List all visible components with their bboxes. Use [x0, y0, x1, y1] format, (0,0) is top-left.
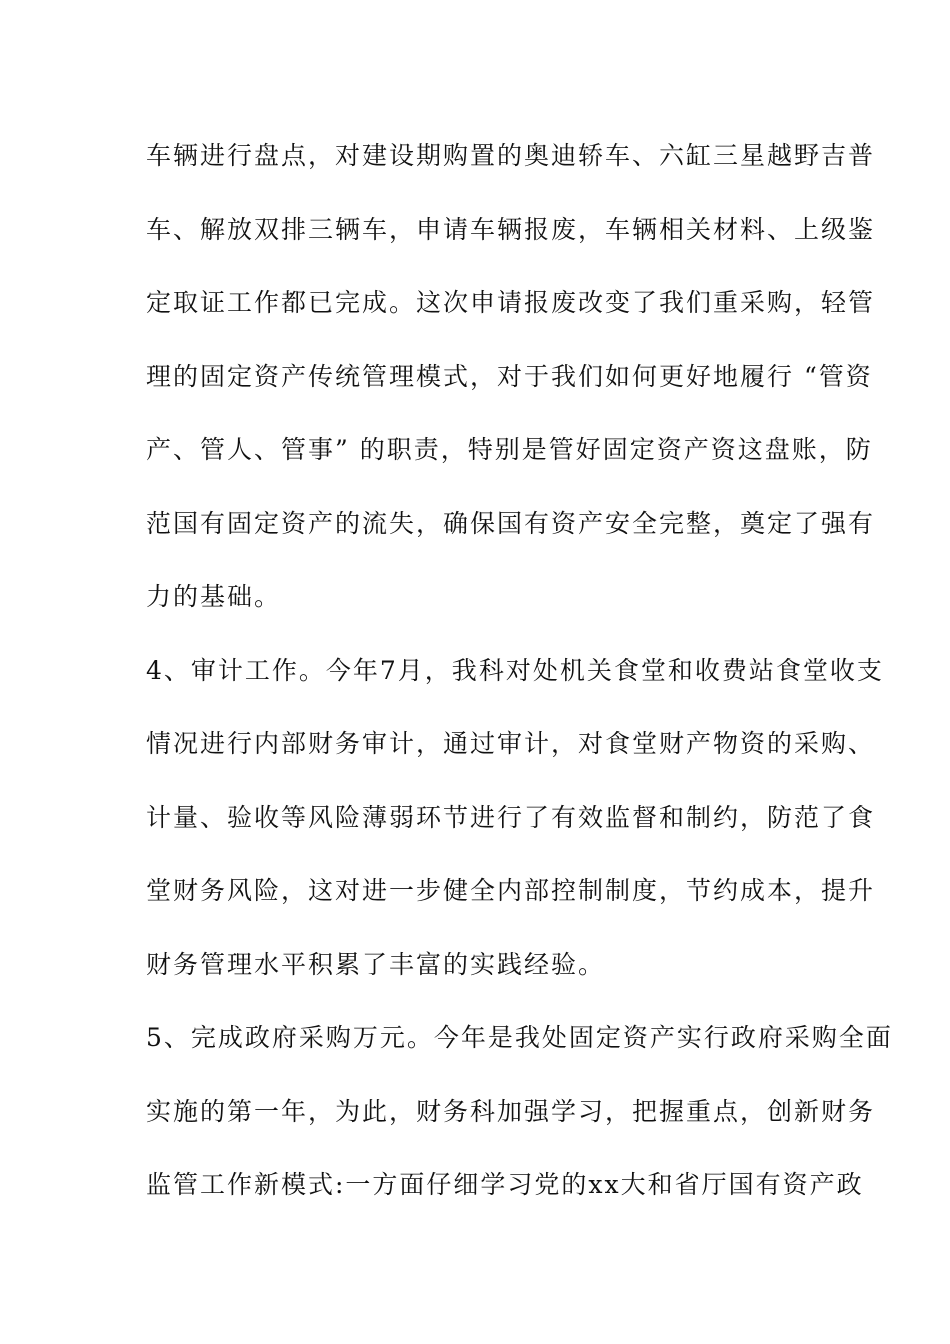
text-line: 力的基础。: [146, 582, 282, 611]
text-line: 堂财务风险，这对进一步健全内部控制制度，节约成本，提升: [146, 876, 876, 905]
text-line: 情况进行内部财务审计，通过审计，对食堂财产物资的采购、: [146, 729, 876, 758]
text-line: 实施的第一年，为此，财务科加强学习，把握重点，创新财务: [146, 1096, 876, 1126]
text-line: 4、审计工作。今年7月，我科对处机关食堂和收费站食堂收支: [146, 655, 884, 685]
text-line: 财务管理水平积累了丰富的实践经验。: [146, 949, 606, 979]
text-line: 产、管人、管事” 的职责，特别是管好固定资产资这盘账，防: [146, 435, 873, 464]
text-line: 车、解放双排三辆车，申请车辆报废，车辆相关材料、上级鉴: [146, 214, 876, 244]
body-text: [146, 129, 893, 1232]
text-line: 范国有固定资产的流失，确保国有资产安全完整，奠定了强有: [146, 508, 876, 538]
text-line: 监管工作新模式:一方面仔细学习党的xx大和省厅国有资产政: [146, 1170, 864, 1199]
text-line: 车辆进行盘点，对建设期购置的奥迪轿车、六缸三星越野吉普: [146, 141, 876, 170]
text-line: 计量、验收等风险薄弱环节进行了有效监督和制约，防范了食: [146, 802, 876, 832]
text-line: 理的固定资产传统管理模式，对于我们如何更好地履行 “管资: [146, 361, 873, 391]
text-line: 定取证工作都已完成。这次申请报废改变了我们重采购，轻管: [146, 288, 876, 317]
text-line: 5、完成政府采购万元。今年是我处固定资产实行政府采购全面: [146, 1023, 893, 1052]
